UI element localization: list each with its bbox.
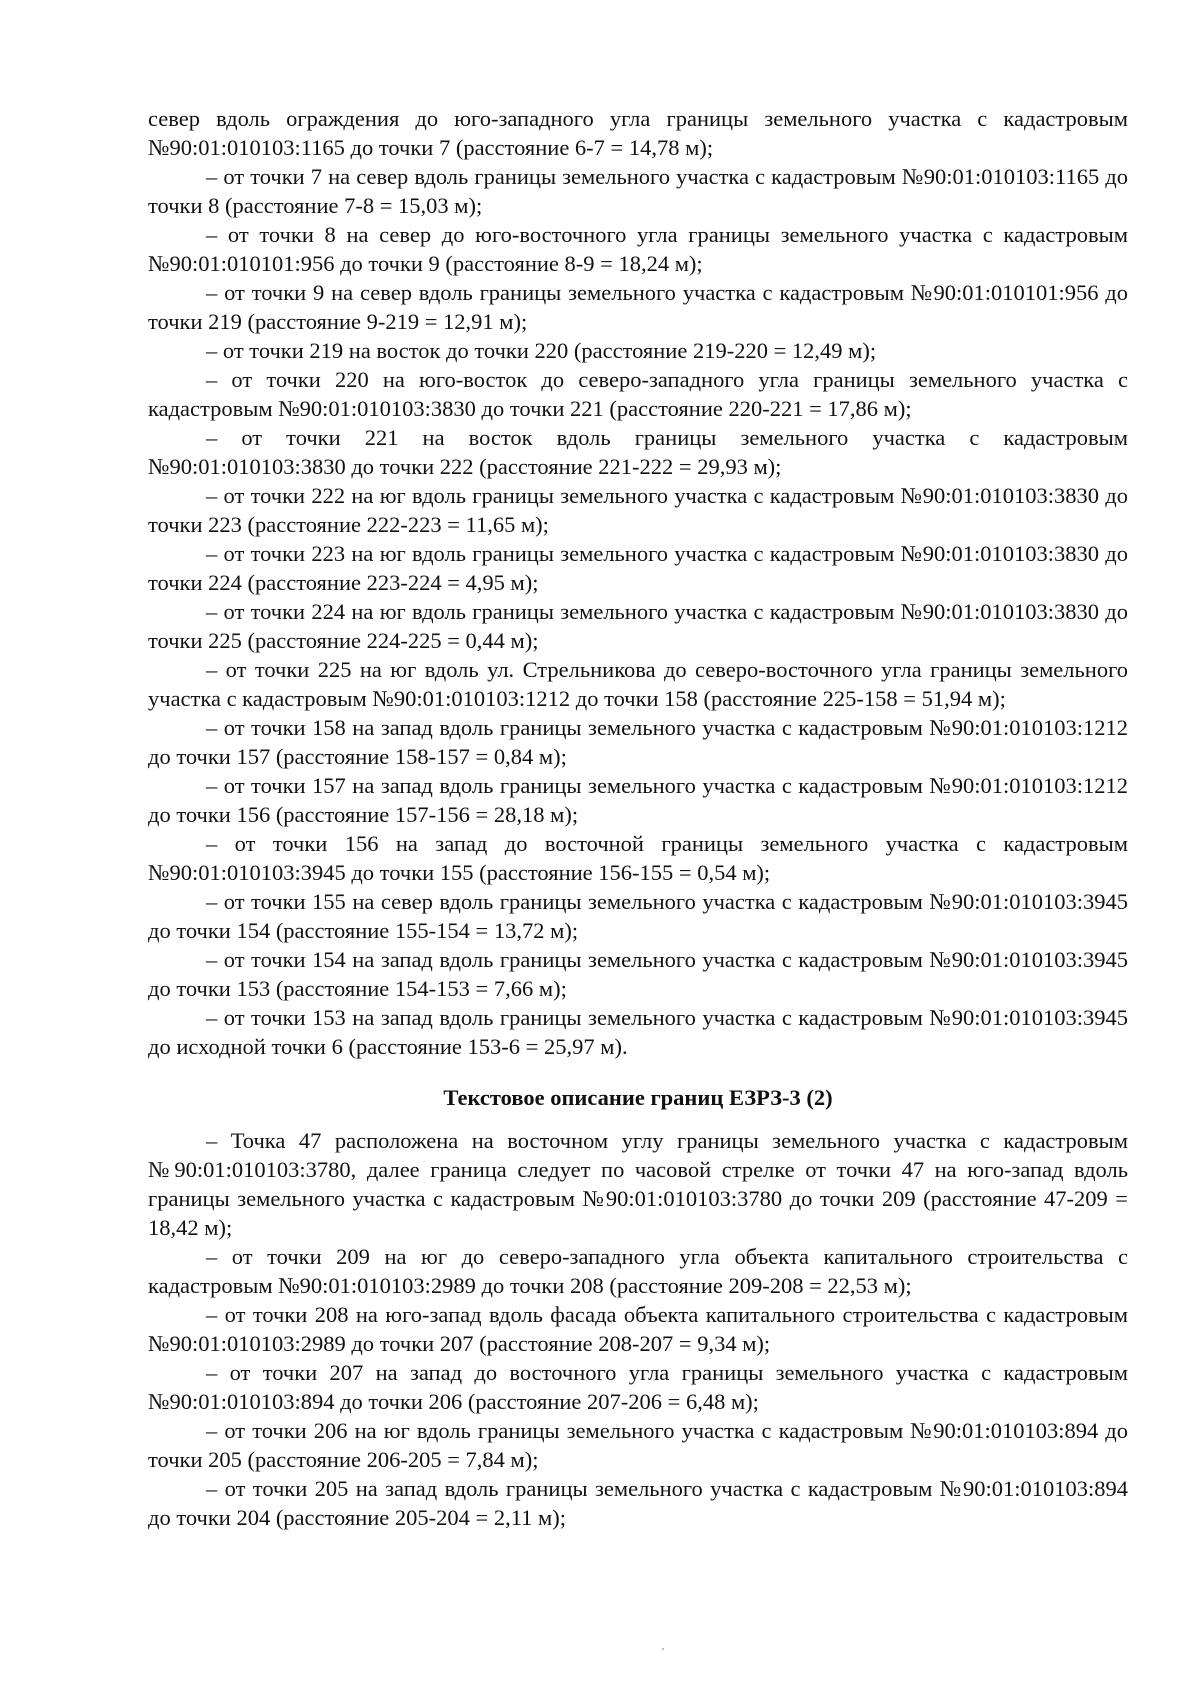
scan-speck [662,1648,664,1650]
paragraph: – от точки 205 на запад вдоль границы земельного участка с кадастровым №90:01:010103:894 до точки 204 (расстояние 205-204 = 2,11 м); [148,1476,1128,1530]
paragraph: – от точки 219 на восток до точки 220 (расстояние 219-220 = 12,49 м); [206,338,877,363]
boundary-description-ezrz-3-2 [148,1126,1128,1532]
paragraph: – от точки 225 на юг вдоль ул. Стрельникова до северо-восточного угла границы земельного участка с кадастровым №90:01:010103:1212 до точки 158 (расстояние 225-158 = 51,94 м); [148,657,1128,711]
paragraph: – от точки 157 на запад вдоль границы земельного участка с кадастровым №90:01:010103:1212 до точки 156 (расстояние 157-156 = 28,18 м); [148,773,1128,827]
paragraph: – от точки 8 на север до юго-восточного угла границы земельного участка с кадастровым №90:01:010101:956 до точки 9 (расстояние 8-9 = 18,24 м); [148,222,1128,276]
paragraph: – от точки 153 на запад вдоль границы земельного участка с кадастровым №90:01:010103:3945 до исходной точки 6 (расстояние 153-6 = 25,97 м). [148,1005,1128,1059]
boundary-description-continued [148,104,1128,1061]
paragraph: – от точки 155 на север вдоль границы земельного участка с кадастровым №90:01:010103:3945 до точки 154 (расстояние 155-154 = 13,72 м); [148,889,1128,943]
paragraph: – от точки 156 на запад до восточной границы земельного участка с кадастровым №90:01:010103:3945 до точки 155 (расстояние 156-155 = 0,54 м); [148,831,1128,885]
section-heading: Текстовое описание границ ЕЗРЗ-3 (2) [443,1085,833,1110]
paragraph: – от точки 209 на юг до северо-западного угла объекта капитального строительства с кадастровым №90:01:010103:2989 до точки 208 (расстояние 209-208 = 22,53 м); [148,1244,1128,1298]
paragraph: – Точка 47 расположена на восточном углу границы земельного участка с кадастровым №90:01:010103:3780, далее граница следует по часовой стрелке от точки 47 на юго-запад вдоль границы земельного участка с кадастровым №90:01:010103:3780 до точки 209 (расстояние 47-209 = 18,42 м); [148,1128,1128,1240]
paragraph: – от точки 223 на юг вдоль границы земельного участка с кадастровым №90:01:010103:3830 до точки 224 (расстояние 223-224 = 4,95 м); [148,541,1128,595]
paragraph: – от точки 7 на север вдоль границы земельного участка с кадастровым №90:01:010103:1165 до точки 8 (расстояние 7-8 = 15,03 м); [148,164,1128,218]
paragraph: – от точки 224 на юг вдоль границы земельного участка с кадастровым №90:01:010103:3830 до точки 225 (расстояние 224-225 = 0,44 м); [148,599,1128,653]
document-page [148,104,1128,1532]
paragraph: – от точки 208 на юго-запад вдоль фасада объекта капитального строительства с кадастровым №90:01:010103:2989 до точки 207 (расстояние 208-207 = 9,34 м); [148,1302,1128,1356]
paragraph: – от точки 220 на юго-восток до северо-западного угла границы земельного участка с кадастровым №90:01:010103:3830 до точки 221 (расстояние 220-221 = 17,86 м); [148,367,1128,421]
paragraph: – от точки 222 на юг вдоль границы земельного участка с кадастровым №90:01:010103:3830 до точки 223 (расстояние 222-223 = 11,65 м); [148,483,1128,537]
paragraph: север вдоль ограждения до юго-западного угла границы земельного участка с кадастровым №90:01:010103:1165 до точки 7 (расстояние 6-7 = 14,78 м); [148,106,1128,160]
paragraph: – от точки 207 на запад до восточного угла границы земельного участка с кадастровым №90:01:010103:894 до точки 206 (расстояние 207-206 = 6,48 м); [148,1360,1128,1414]
paragraph: – от точки 9 на север вдоль границы земельного участка с кадастровым №90:01:010101:956 до точки 219 (расстояние 9-219 = 12,91 м); [148,280,1128,334]
paragraph: – от точки 154 на запад вдоль границы земельного участка с кадастровым №90:01:010103:3945 до точки 153 (расстояние 154-153 = 7,66 м); [148,947,1128,1001]
paragraph: – от точки 221 на восток вдоль границы земельного участка с кадастровым №90:01:010103:3830 до точки 222 (расстояние 221-222 = 29,93 м); [148,425,1128,479]
paragraph: – от точки 158 на запад вдоль границы земельного участка с кадастровым №90:01:010103:1212 до точки 157 (расстояние 158-157 = 0,84 м); [148,715,1128,769]
paragraph: – от точки 206 на юг вдоль границы земельного участка с кадастровым №90:01:010103:894 до точки 205 (расстояние 206-205 = 7,84 м); [148,1418,1128,1472]
